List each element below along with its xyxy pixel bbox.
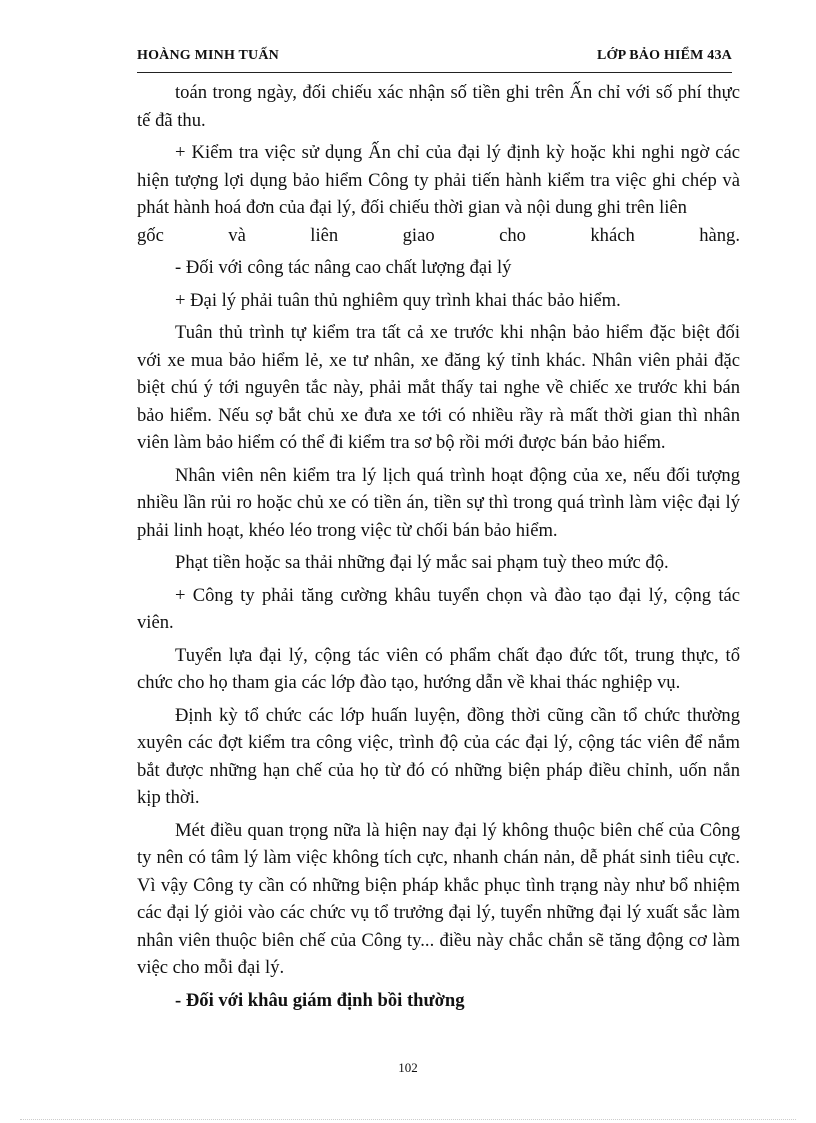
header-divider (137, 72, 732, 73)
body-paragraph: Tuân thủ trình tự kiểm tra tất cả xe trước khi nhận bảo hiểm đặc biệt đối với xe mua bảo hiểm lẻ, xe tư nhân, xe đăng ký tỉnh khác. Nhân viên phải đặc biệt chú ý tới nguyên tắc này, phải mắt thấy tai nghe về chiếc xe trước khi bán bảo hiểm. Nếu sợ bắt chủ xe đưa xe tới có nhiều rầy rà mất thời gian thì nhân viên làm bảo hiểm có thể đi kiểm tra sơ bộ rồi mới được bán bảo hiểm. (137, 322, 740, 453)
header-class: LỚP BẢO HIỂM 43A (596, 48, 732, 63)
body-paragraph: Định kỳ tổ chức các lớp huấn luyện, đồng thời cũng cần tổ chức thường xuyên các đợt kiểm tra công việc, trình độ của các đại lý, cộng tác viên để nắm bắt được những hạn chế của họ từ đó có những biện pháp điều chỉnh, uốn nắn kịp thời. (137, 704, 740, 808)
page-body (137, 79, 740, 1019)
section-heading: - Đối với công tác nâng cao chất lượng đại lý (175, 257, 512, 278)
body-paragraph: Tuyển lựa đại lý, cộng tác viên có phẩm chất đạo đức tốt, trung thực, tổ chức cho họ tham gia các lớp đào tạo, hướng dẫn về khai thác nghiệp vụ. (137, 644, 740, 693)
body-paragraph: Nhân viên nên kiểm tra lý lịch quá trình hoạt động của xe, nếu đối tượng nhiều lần rủi ro hoặc chủ xe có tiền án, tiền sự thì trong quá trình làm việc đại lý phải linh hoạt, khéo léo trong việc từ chối bán bảo hiểm. (137, 464, 740, 541)
page-header (137, 48, 732, 70)
section-heading-bold: - Đối với khâu giám định bồi thường (175, 989, 465, 1011)
page-number: 102 (398, 1060, 418, 1075)
body-paragraph: Phạt tiền hoặc sa thải những đại lý mắc sai phạm tuỳ theo mức độ. (175, 552, 669, 573)
body-paragraph: + Công ty phải tăng cường khâu tuyển chọn và đào tạo đại lý, cộng tác viên. (137, 584, 740, 633)
body-paragraph: + Kiểm tra việc sử dụng Ấn chỉ của đại lý định kỳ hoặc khi nghi ngờ các hiện tượng lợi dụng bảo hiểm Công ty phải tiến hành kiểm tra việc ghi chép và phát hành hoá đơn của đại lý, đối chiếu thời gian và nội dung ghi trên liên (137, 142, 740, 218)
page-bottom-divider (20, 1119, 796, 1120)
body-paragraph: toán trong ngày, đối chiếu xác nhận số tiền ghi trên Ấn chỉ với số phí thực tế đã thu. (137, 82, 740, 131)
body-paragraph: + Đại lý phải tuân thủ nghiêm quy trình khai thác bảo hiểm. (175, 289, 621, 311)
body-paragraph: Mét điều quan trọng nữa là hiện nay đại lý không thuộc biên chế của Công ty nên có tâm lý làm việc không tích cực, nhanh chán nản, dễ phát sinh tiêu cực. Vì vậy Công ty cần có những biện pháp khắc phục tình trạng này như bổ nhiệm các đại lý giỏi vào các chức vụ tổ trưởng đại lý, tuyển những đại lý xuất sắc làm nhân viên thuộc biên chế của Công ty... điều này chắc chắn sẽ tăng động cơ làm việc cho mỗi đại lý. (137, 819, 740, 978)
body-paragraph: gốc và liên giao cho khách hàng. (137, 224, 740, 246)
header-author: HOÀNG MINH TUẤN (137, 48, 279, 63)
